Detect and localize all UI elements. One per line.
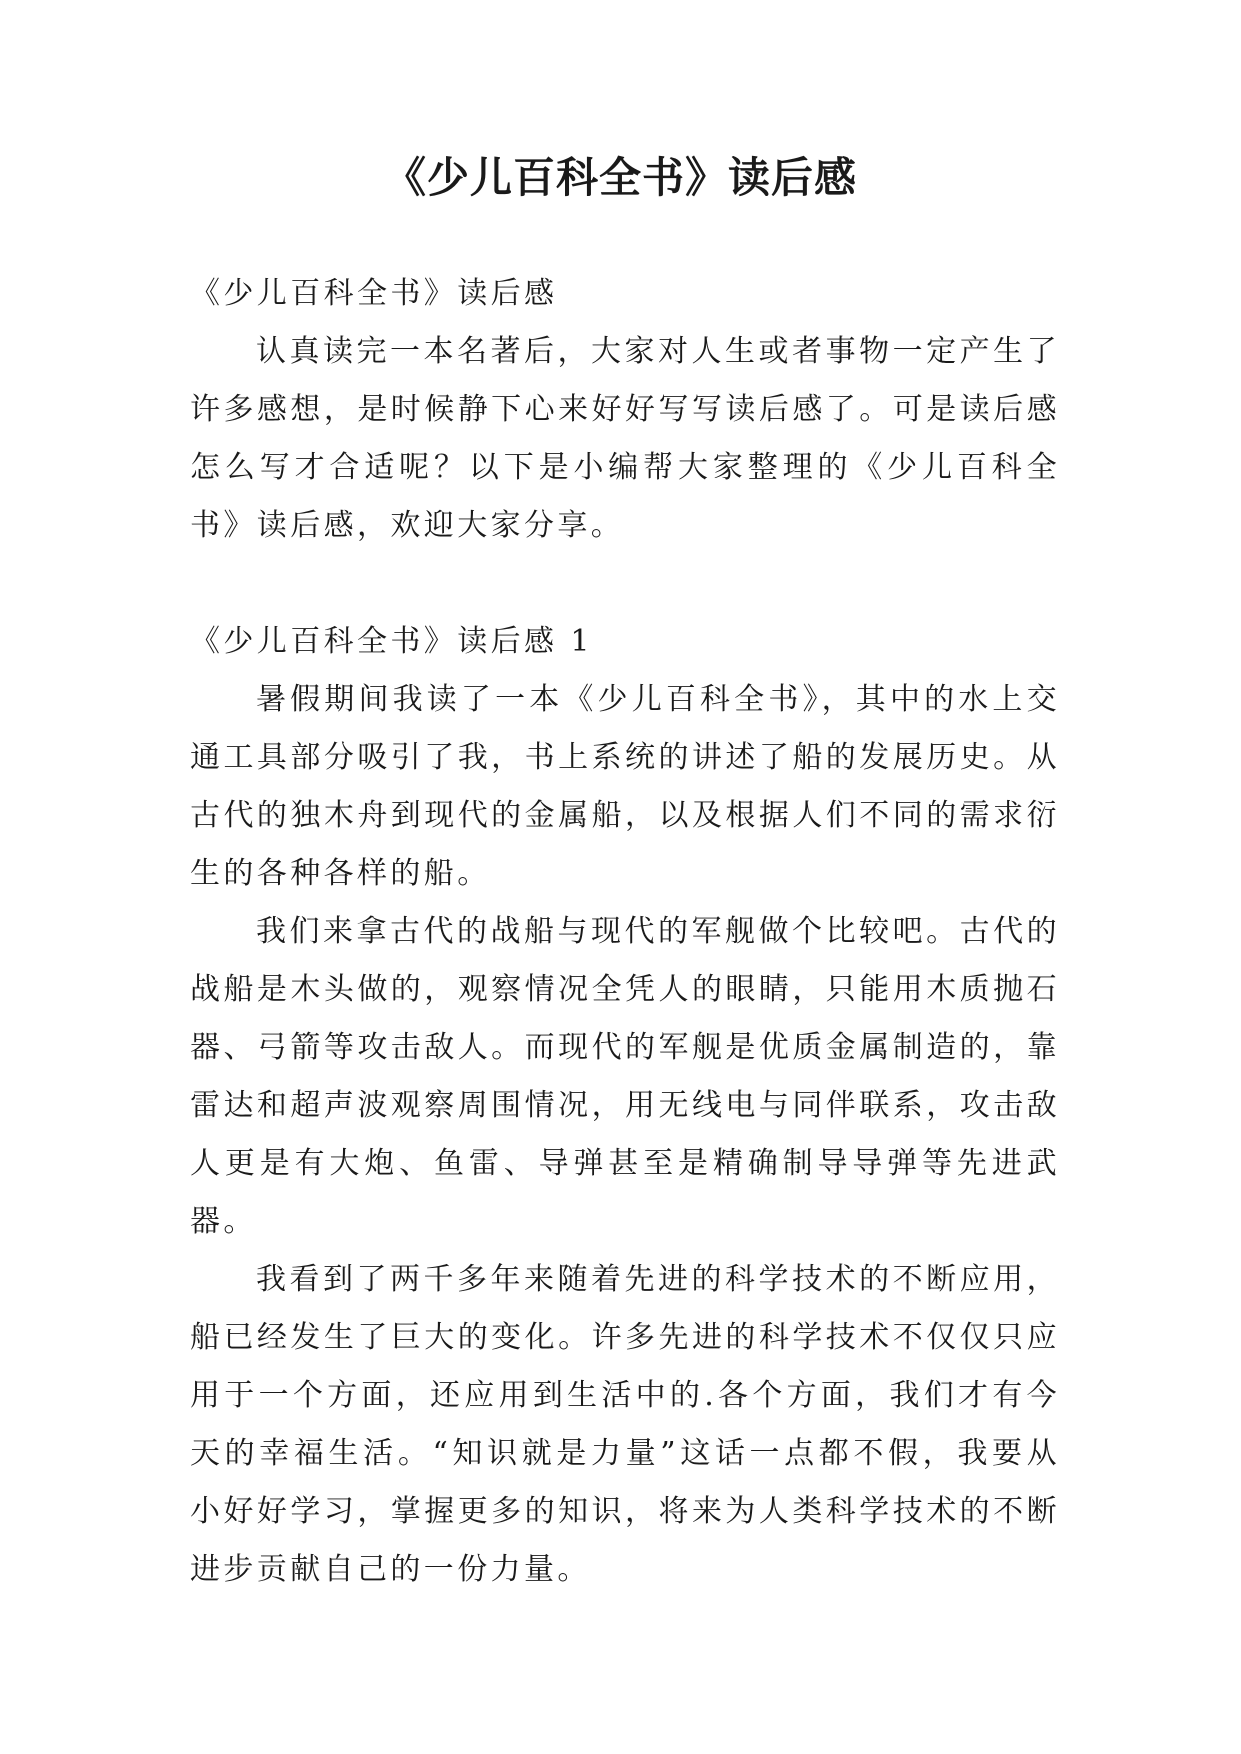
section-heading: 《少儿百科全书》读后感: [190, 276, 558, 311]
essay-1-section: [190, 613, 1060, 1599]
intro-paragraph: 认真读完一本名著后，大家对人生或者事物一定产生了许多感想，是时候静下心来好好写写读后感了。可是读后感怎么写才合适呢？以下是小编帮大家整理的《少儿百科全书》读后感，欢迎大家分享。: [190, 334, 1060, 543]
essay-paragraph: 暑假期间我读了一本《少儿百科全书》，其中的水上交通工具部分吸引了我，书上系统的讲述了船的发展历史。从古代的独木舟到现代的金属船，以及根据人们不同的需求衍生的各种各样的船。: [190, 682, 1060, 891]
document-title: 《少儿百科全书》读后感: [383, 153, 857, 202]
section-heading: 《少儿百科全书》读后感 1: [190, 624, 593, 659]
essay-paragraph: 我看到了两千多年来随着先进的科学技术的不断应用，船已经发生了巨大的变化。许多先进的科学技术不仅仅只应用于一个方面，还应用到生活中的.各个方面，我们才有今天的幸福生活。“知识就是力量”这话一点都不假，我要从小好好学习，掌握更多的知识，将来为人类科学技术的不断进步贡献自己的一份力量。: [190, 1262, 1060, 1587]
essay-paragraph: 我们来拿古代的战船与现代的军舰做个比较吧。古代的战船是木头做的，观察情况全凭人的眼睛，只能用木质抛石器、弓箭等攻击敌人。而现代的军舰是优质金属制造的，靠雷达和超声波观察周围情况，用无线电与同伴联系，攻击敌人更是有大炮、鱼雷、导弹甚至是精确制导导弹等先进武器。: [190, 914, 1060, 1239]
intro-section: [190, 265, 1060, 555]
document-body: [190, 265, 1060, 1599]
